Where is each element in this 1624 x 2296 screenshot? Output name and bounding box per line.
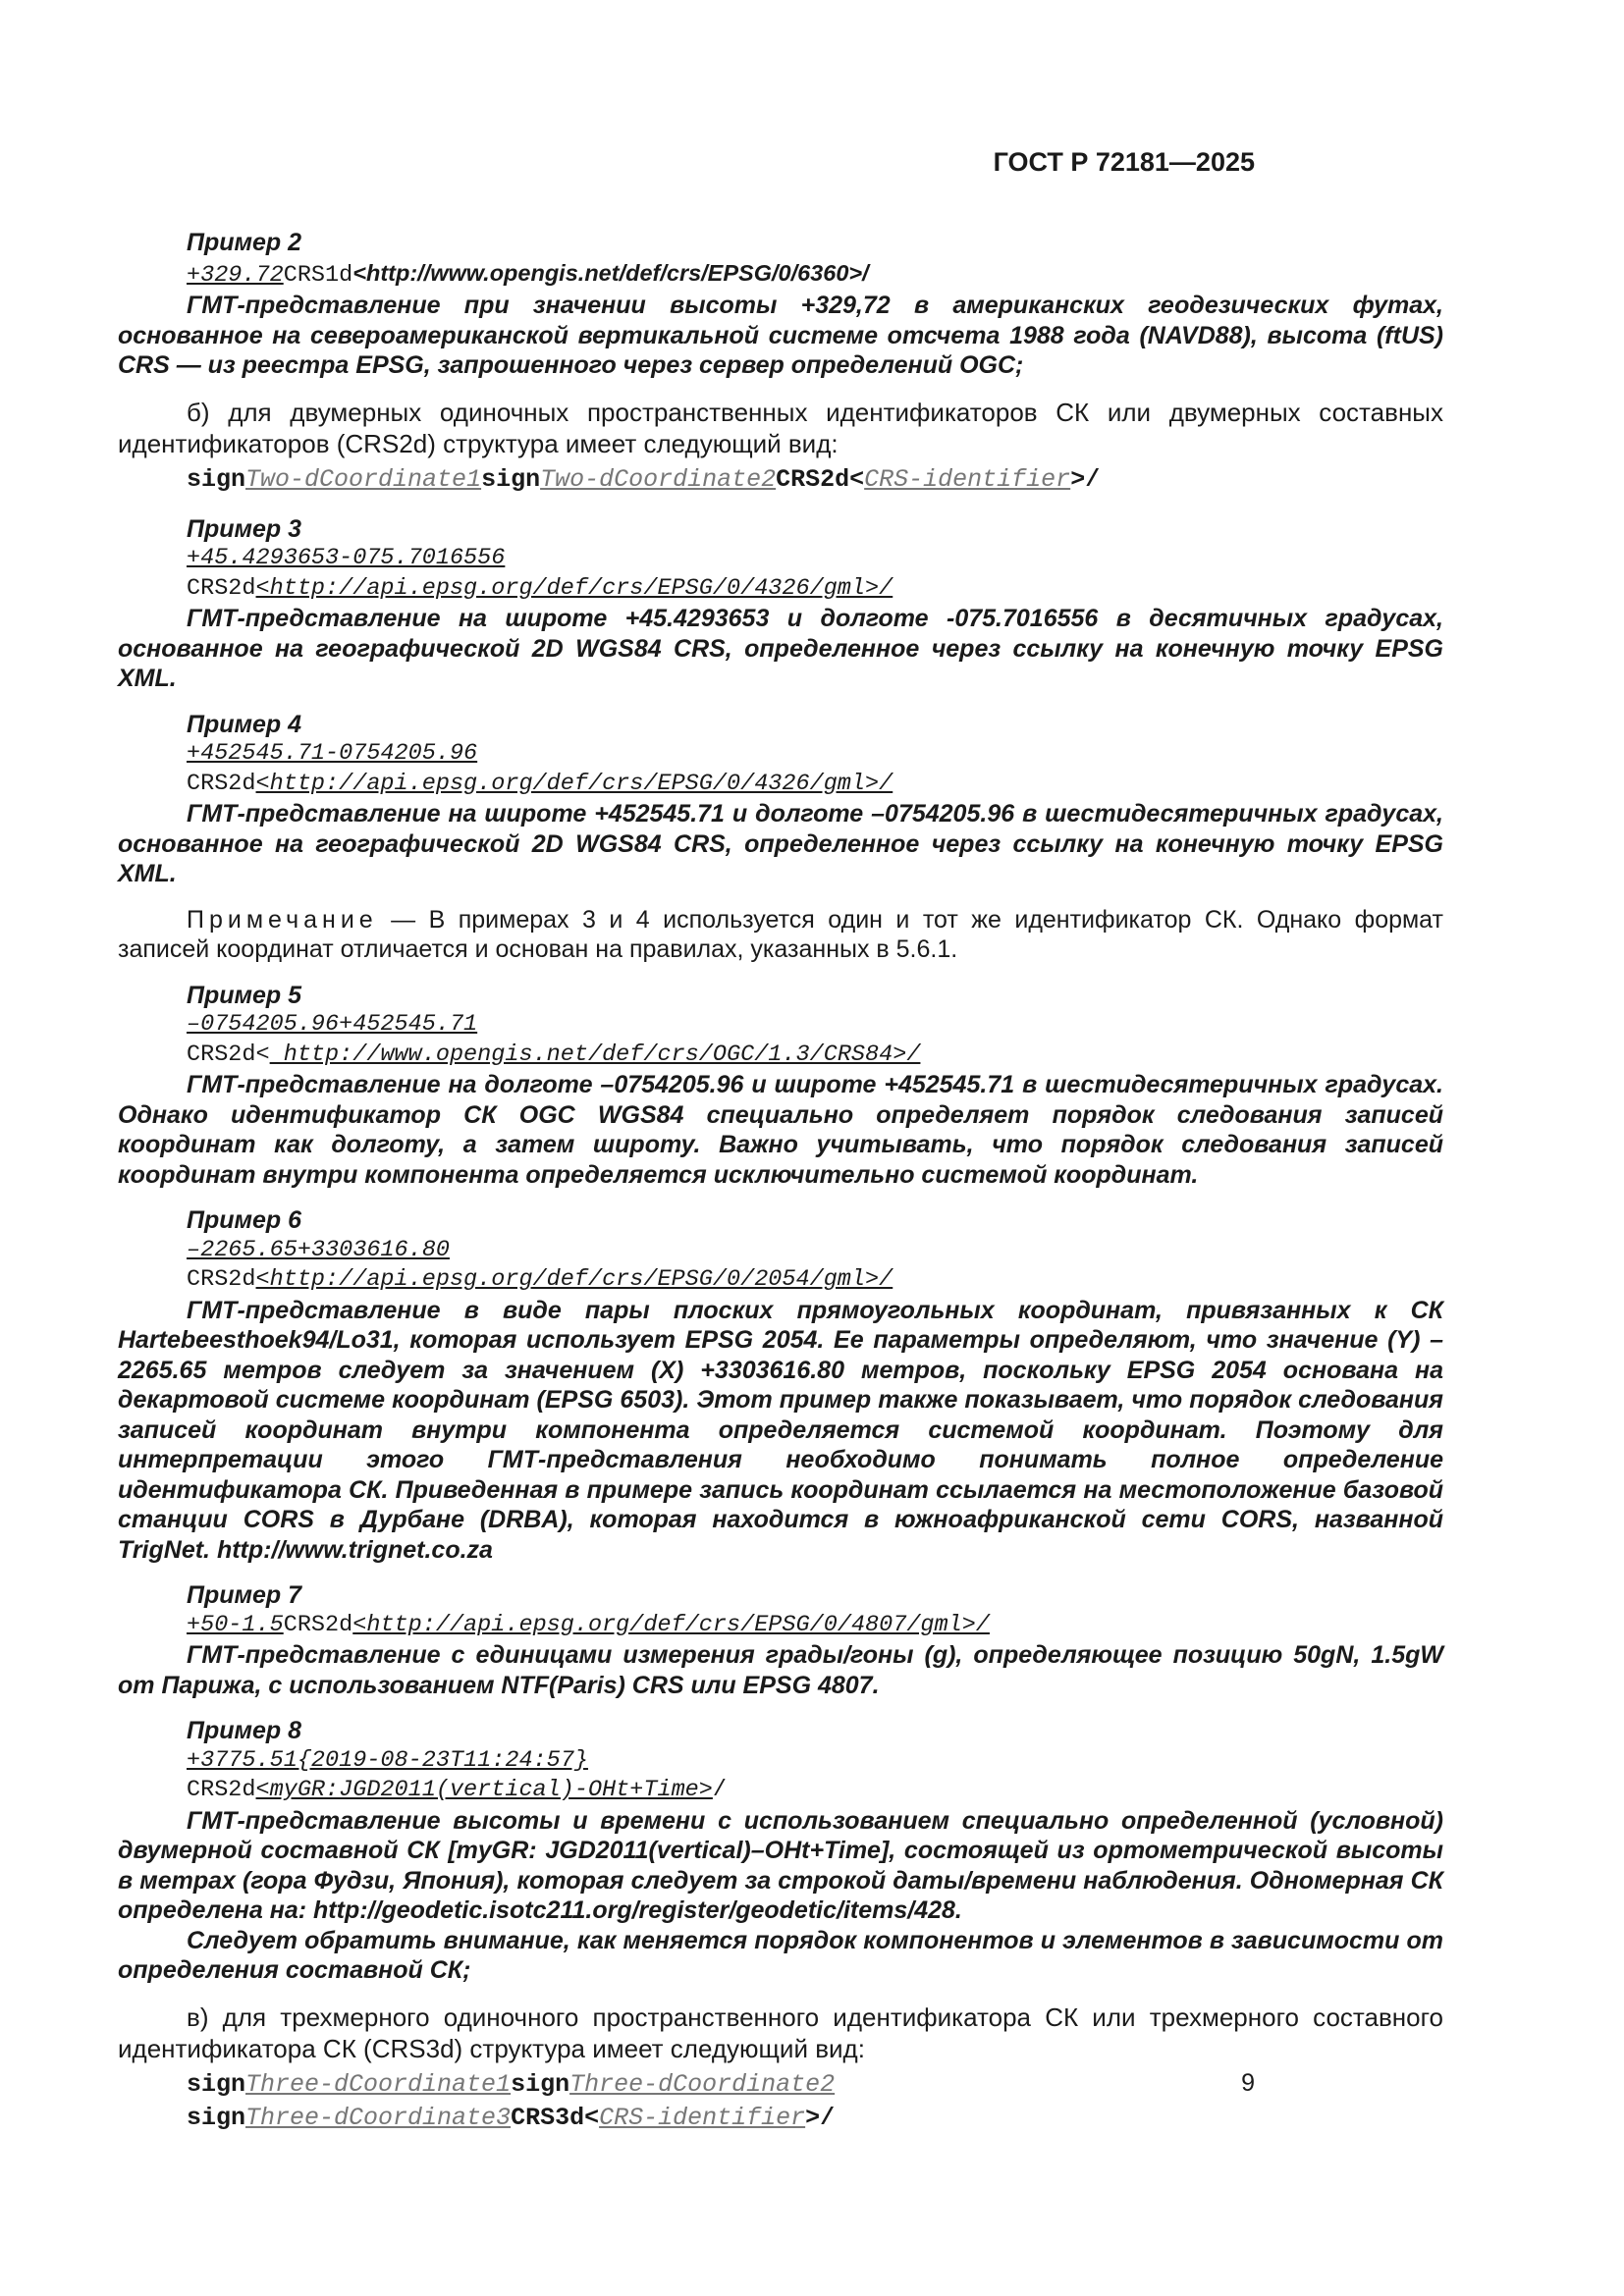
coordinate-value: +3775.51{2019-08-23T11:24:57} bbox=[187, 1746, 588, 1774]
coordinate-token: Three-dCoordinate2 bbox=[569, 2069, 836, 2099]
coordinate-token: Two-dCoordinate2 bbox=[540, 464, 777, 494]
crs-token: CRS3d< bbox=[511, 2103, 600, 2132]
example-title: Пример 8 bbox=[187, 1717, 302, 1744]
crs-type: CRS2d bbox=[283, 1611, 353, 1638]
crs-uri: <http://www.opengis.net/def/crs/EPSG/0/6360>/ bbox=[352, 259, 869, 286]
crs-type: CRS1d bbox=[283, 261, 353, 289]
crs-uri: <http://api.epsg.org/def/crs/EPSG/0/2054/gml>/ bbox=[255, 1266, 893, 1293]
main-content bbox=[118, 228, 1443, 2135]
coordinate-value: –2265.65+3303616.80 bbox=[187, 1236, 450, 1263]
crs-type: CRS2d< bbox=[187, 1041, 270, 1068]
item-b-structure bbox=[118, 463, 1443, 497]
example-value-line bbox=[118, 739, 1443, 770]
example-2 bbox=[118, 228, 1443, 381]
example-remark: Следует обратить внимание, как меняется порядок компонентов и элементов в зависимости от определения составной СК; bbox=[118, 1926, 1443, 1984]
item-c-structure-line-2 bbox=[118, 2102, 1443, 2135]
item-b-text: б) для двумерных одиночных пространственных идентификаторов СК или двумерных составных идентификаторов (CRS2d) структура имеет следующий вид: bbox=[118, 397, 1443, 458]
example-value-line bbox=[118, 1010, 1443, 1041]
document-standard-number: ГОСТ Р 72181—2025 bbox=[993, 147, 1255, 177]
example-value-line bbox=[118, 544, 1443, 574]
crs-identifier-token: CRS-identifier bbox=[599, 2103, 806, 2132]
example-title: Пример 6 bbox=[187, 1206, 302, 1234]
example-description: ГМТ-представление в виде пары плоских прямоугольных координат, привязанных к СК Hartebeesthoek94/Lo31, которая использует EPSG 2054. Ее параметры определяют, что значение (Y) –2265.65 метров следует за значением (X) +3303616.80 метров, поскольку EPSG 2054 основана на декартовой системе координат (EPSG 6503). Этот пример также показывает, что порядок следования записей координат внутри компонента определяется системой координат. Поэтому для интерпретации этого ГМТ-представления необходимо понимать полное определение идентификатора СК. Приведенная в примере запись координат ссылается на местоположение базовой станции CORS в Дурбане (DRBA), которая находится в южноафриканской сети CORS, названной TrigNet. http://www.trignet.co.za bbox=[118, 1296, 1443, 1564]
example-8 bbox=[118, 1716, 1443, 1986]
example-code bbox=[118, 258, 1443, 292]
example-title: Пример 5 bbox=[187, 981, 302, 1009]
crs-uri: <http://api.epsg.org/def/crs/EPSG/0/4326/gml>/ bbox=[255, 770, 893, 797]
example-6 bbox=[118, 1205, 1443, 1565]
item-c-text: в) для трехмерного одиночного пространственного идентификатора СК или трехмерного составного идентификатора СК (CRS3d) структура имеет следующий вид: bbox=[118, 2002, 1443, 2063]
note bbox=[118, 905, 1443, 965]
end-token: / bbox=[712, 1777, 728, 1803]
crs-type: CRS2d bbox=[187, 574, 256, 602]
example-description: ГМТ-представление высоты и времени с использованием специально определенной (условной) двумерной составной СК [myGR: JGD2011(vertical)–OHt+Time], состоящей из ортометрической высоты в метрах (гора Фудзи, Япония), которая следует за строкой даты/времени наблюдения. Одномерная СК определена на: http://geodetic.isotc211.org/register/geodetic/items/428. bbox=[118, 1806, 1443, 1924]
coordinate-token: Three-dCoordinate3 bbox=[245, 2103, 512, 2132]
example-description: ГМТ-представление с единицами измерения грады/гоны (g), определяющее позицию 50gN, 1.5gW от Парижа, с использованием NTF(Paris) CRS или EPSG 4807. bbox=[118, 1641, 1443, 1699]
coordinate-token: Three-dCoordinate1 bbox=[245, 2069, 512, 2099]
example-title: Пример 2 bbox=[187, 229, 302, 256]
example-description: ГМТ-представление на широте +45.4293653 и долготе -075.7016556 в десятичных градусах, основанное на географической 2D WGS84 CRS, определенное через ссылку на конечную точку EPSG XML. bbox=[118, 605, 1443, 692]
example-crs-line bbox=[118, 1265, 1443, 1296]
example-5 bbox=[118, 981, 1443, 1191]
example-description: ГМТ-представление на долготе –0754205.96 и широте +452545.71 в шестидесятеричных градусах. Однако идентификатор СК OGC WGS84 специально определяет порядок следования записей координат как долготу, а затем широту. Важно учитывать, что порядок следования записей координат внутри компонента определяется исключительно системой координат. bbox=[118, 1071, 1443, 1189]
example-description: ГМТ-представление на широте +452545.71 и долготе –0754205.96 в шестидесятеричных градусах, основанное на географической 2D WGS84 CRS, определенное через ссылку на конечную точку EPSG XML. bbox=[118, 800, 1443, 887]
example-value-line bbox=[118, 1236, 1443, 1266]
note-label: Примечание bbox=[187, 905, 378, 934]
example-crs-line bbox=[118, 1776, 1443, 1806]
example-title: Пример 4 bbox=[187, 710, 302, 738]
sign-token: sign bbox=[511, 2069, 570, 2099]
crs-type: CRS2d bbox=[187, 1777, 256, 1803]
sign-token: sign bbox=[481, 464, 541, 494]
coordinate-value: –0754205.96+452545.71 bbox=[187, 1011, 478, 1038]
example-description: ГМТ-представление при значении высоты +329,72 в американских геодезических футах, основанное на североамериканской вертикальной системе отсчета 1988 года (NAVD88), высота (ftUS) CRS — из реестра EPSG, запрошенного через сервер определений OGC; bbox=[118, 292, 1443, 379]
example-title: Пример 3 bbox=[187, 514, 302, 543]
coordinate-value: +329.72 bbox=[187, 261, 284, 289]
end-token: >/ bbox=[1070, 464, 1101, 494]
crs-uri: http://www.opengis.net/def/crs/OGC/1.3/CRS84>/ bbox=[269, 1041, 921, 1068]
crs-uri: <http://api.epsg.org/def/crs/EPSG/0/4807/gml>/ bbox=[352, 1611, 990, 1638]
crs-type: CRS2d bbox=[187, 770, 256, 797]
example-7 bbox=[118, 1580, 1443, 1700]
note-text: — В примерах 3 и 4 используется один и тот же идентификатор СК. Однако формат записей координат отличается и основан на правилах, указанных в 5.6.1. bbox=[118, 905, 1443, 963]
example-crs-line bbox=[118, 770, 1443, 800]
example-value-line bbox=[118, 1746, 1443, 1777]
crs-identifier-token: CRS-identifier bbox=[864, 464, 1071, 494]
example-crs-line bbox=[118, 1041, 1443, 1071]
sign-token: sign bbox=[187, 464, 246, 494]
example-3 bbox=[118, 514, 1443, 694]
coordinate-token: Two-dCoordinate1 bbox=[245, 464, 482, 494]
example-4 bbox=[118, 710, 1443, 889]
coordinate-value: +452545.71-0754205.96 bbox=[187, 740, 478, 767]
sign-token: sign bbox=[187, 2103, 246, 2132]
coordinate-value: +45.4293653-075.7016556 bbox=[187, 545, 506, 571]
crs-uri: <http://api.epsg.org/def/crs/EPSG/0/4326/gml>/ bbox=[255, 574, 893, 602]
sign-token: sign bbox=[187, 2069, 246, 2099]
coordinate-value: +50-1.5 bbox=[187, 1611, 284, 1638]
page-number: 9 bbox=[1241, 2069, 1255, 2097]
crs-uri: <myGR:JGD2011(vertical)-OHt+Time> bbox=[255, 1777, 713, 1803]
end-token: >/ bbox=[805, 2103, 836, 2132]
example-title: Пример 7 bbox=[187, 1581, 302, 1609]
crs-type: CRS2d bbox=[187, 1266, 256, 1293]
crs-token: CRS2d< bbox=[776, 464, 865, 494]
example-crs-line bbox=[118, 574, 1443, 605]
example-code bbox=[118, 1611, 1443, 1641]
